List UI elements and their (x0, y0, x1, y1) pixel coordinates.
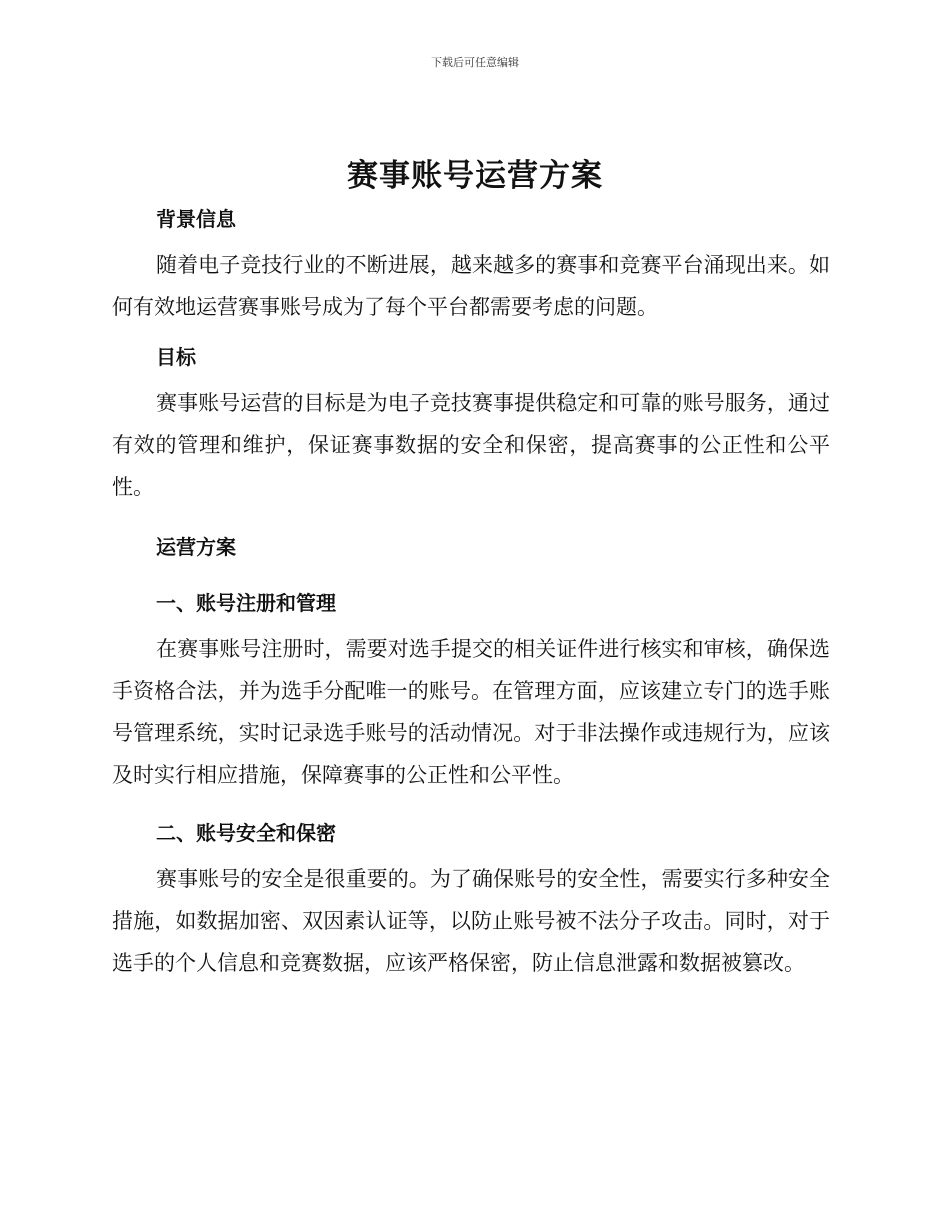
section-text-registration: 在赛事账号注册时，需要对选手提交的相关证件进行核实和审核，确保选手资格合法，并为选手分配唯一的账号。在管理方面，应该建立专门的选手账号管理系统，实时记录选手账号的活动情况。对于非法操作或违规行为，应该及时实行相应措施，保障赛事的公正性和公平性。 (112, 637, 830, 787)
section-heading-security: 二、账号安全和保密 (156, 821, 336, 845)
document-body (112, 204, 830, 984)
section-heading-registration: 一、账号注册和管理 (156, 591, 336, 615)
section-text-security: 赛事账号的安全是很重要的。为了确保账号的安全性，需要实行多种安全措施，如数据加密、双因素认证等，以防止账号被不法分子攻击。同时，对于选手的个人信息和竞赛数据，应该严格保密，防止信息泄露和数据被篡改。 (112, 867, 830, 975)
section-text-goal: 赛事账号运营的目标是为电子竞技赛事提供稳定和可靠的账号服务，通过有效的管理和维护，保证赛事数据的安全和保密，提高赛事的公正性和公平性。 (112, 391, 830, 499)
section-heading-plan: 运营方案 (156, 535, 236, 559)
page-title: 赛事账号运营方案 (347, 158, 603, 194)
section-heading-background: 背景信息 (156, 207, 236, 231)
section-heading-goal: 目标 (156, 345, 196, 369)
section-text-background: 随着电子竞技行业的不断进展，越来越多的赛事和竞赛平台涌现出来。如何有效地运营赛事账号成为了每个平台都需要考虑的问题。 (112, 253, 830, 319)
header-note: 下载后可任意编辑 (431, 56, 519, 69)
